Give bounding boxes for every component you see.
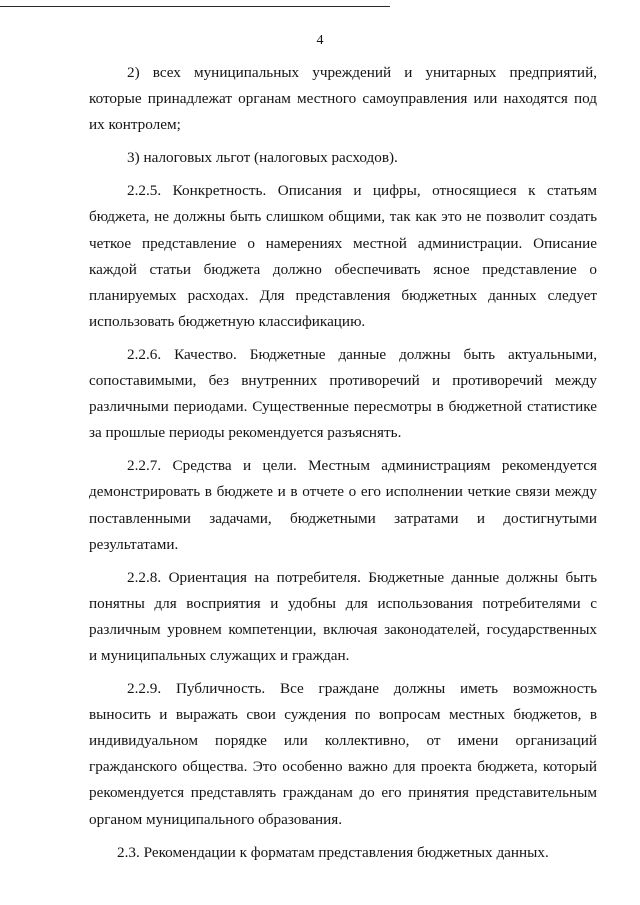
paragraph-line: бюджета, не должны быть слишком общими, так как это не позволит создать: [89, 208, 597, 226]
paragraph-line: различными периодами. Существенные пересмотры в бюджетной статистике: [89, 398, 597, 416]
paragraph-line: 2.2.9. Публичность. Все граждане должны иметь возможность: [127, 680, 597, 698]
paragraph-item-3: [89, 145, 597, 171]
paragraph-item-2: [89, 60, 597, 138]
paragraph-line: демонстрировать в бюджете и в отчете о его исполнении четкие связи между: [89, 483, 597, 501]
page-number: 4: [316, 33, 324, 48]
paragraph-line: 3) налоговых льгот (налоговых расходов).: [127, 149, 398, 167]
paragraph-line: 2.3. Рекомендации к форматам представления бюджетных данных.: [117, 843, 549, 861]
paragraph-2-2-6: [89, 342, 597, 446]
paragraph-line: их контролем;: [89, 116, 181, 134]
paragraph-2-2-5: [89, 178, 597, 335]
paragraph-line: различным уровнем компетенции, включая законодателей, государственных: [89, 620, 597, 638]
paragraph-line: которые принадлежат органам местного самоуправления или находятся под: [89, 90, 597, 108]
top-rule: [0, 6, 390, 7]
paragraph-line: 2.2.7. Средства и цели. Местным администрациям рекомендуется: [127, 457, 597, 475]
paragraph-line: и муниципальных служащих и граждан.: [89, 646, 350, 664]
paragraph-line: планируемых расходах. Для представления бюджетных данных следует: [89, 286, 597, 304]
paragraph-line: 2.2.5. Конкретность. Описания и цифры, относящиеся к статьям: [127, 182, 597, 200]
paragraph-line: 2) всех муниципальных учреждений и унитарных предприятий,: [127, 64, 597, 81]
section-heading-2-3: [89, 840, 597, 866]
paragraph-line: результатами.: [89, 535, 179, 553]
paragraph-line: 2.2.8. Ориентация на потребителя. Бюджетные данные должны быть: [127, 568, 597, 586]
paragraph-2-2-8: [89, 565, 597, 669]
paragraph-2-2-7: [89, 453, 597, 557]
paragraph-2-2-9: [89, 676, 597, 833]
paragraph-line: индивидуальном порядке или коллективно, от имени организаций: [89, 732, 597, 750]
paragraph-line: рекомендуется представлять гражданам до его принятия представительным: [89, 784, 597, 802]
paragraph-line: 2.2.6. Качество. Бюджетные данные должны быть актуальными,: [127, 345, 597, 363]
paragraph-line: органом муниципального образования.: [89, 810, 343, 828]
paragraph-line: за прошлые периоды рекомендуется разъяснять.: [89, 424, 402, 442]
paragraph-line: сопоставимыми, без внутренних противоречий и противоречий между: [89, 372, 597, 390]
paragraph-line: четкое представление о намерениях местной администрации. Описание: [89, 234, 597, 252]
paragraph-line: каждой статьи бюджета должно обеспечивать ясное представление о: [89, 260, 597, 278]
paragraph-line: понятны для восприятия и удобны для использования потребителями с: [89, 594, 597, 612]
paragraph-line: поставленными задачами, бюджетными затратами и достигнутыми: [89, 509, 597, 527]
paragraph-line: выносить и выражать свои суждения по вопросам местных бюджетов, в: [89, 706, 597, 724]
paragraph-line: использовать бюджетную классификацию.: [89, 312, 366, 330]
paragraph-line: гражданского общества. Это особенно важно для проекта бюджета, который: [89, 758, 597, 776]
document-body: [89, 60, 597, 866]
